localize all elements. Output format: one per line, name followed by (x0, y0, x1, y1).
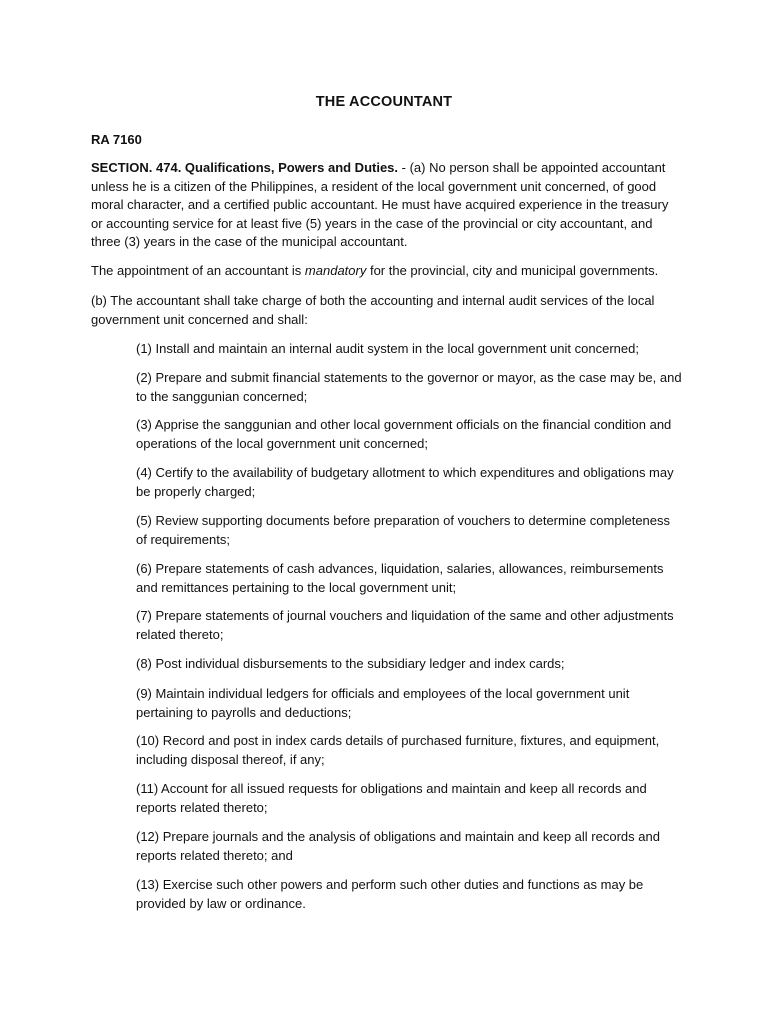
duty-item-11: (11) Account for all issued requests for obligations and maintain and keep all records and reports related thereto; (136, 781, 647, 815)
law-reference (91, 131, 681, 150)
duty-item-10: (10) Record and post in index cards details of purchased furniture, fixtures, and equipment, including disposal thereof, if any; (136, 733, 660, 767)
duty-item-7: (7) Prepare statements of journal vouchers and liquidation of the same and other adjustments related thereto; (136, 608, 674, 642)
duty-item-9: (9) Maintain individual ledgers for officials and employees of the local government unit pertaining to payrolls and deductions; (136, 686, 630, 720)
duty-item-8: (8) Post individual disbursements to the subsidiary ledger and index cards; (136, 656, 565, 671)
duty-item-3: (3) Apprise the sanggunian and other local government officials on the financial condition and operations of the local government unit concerned; (136, 417, 672, 451)
appointment-emphasis: mandatory (304, 263, 367, 278)
duty-item-2: (2) Prepare and submit financial statements to the governor or mayor, as the case may be, and to the sanggunian concerned; (136, 370, 682, 404)
document-title: THE ACCOUNTANT (315, 94, 453, 110)
intro-b-paragraph: (b) The accountant shall take charge of both the accounting and internal audit services of the local government unit concerned and shall: (91, 293, 655, 327)
appointment-after: for the provincial, city and municipal governments. (366, 263, 659, 278)
duty-item-5: (5) Review supporting documents before preparation of vouchers to determine completeness of requirements; (136, 513, 671, 547)
appointment-before: The appointment of an accountant is (91, 263, 305, 278)
section-text: - (a) No person shall be appointed accountant unless he is a citizen of the Philippines, a resident of the local government unit concerned, of good moral character, and a certified public accountant. He must have acquired experience in the treasury or accounting service for at least five (5) years in the case of the provincial or city accountant, and three (3) years in the case of the municipal accountant. (91, 160, 669, 249)
duty-item-12: (12) Prepare journals and the analysis of obligations and maintain and keep all records and reports related thereto; and (136, 829, 660, 863)
duty-item-13: (13) Exercise such other powers and perform such other duties and functions as may be provided by law or ordinance. (136, 877, 644, 911)
duty-item-6: (6) Prepare statements of cash advances, liquidation, salaries, allowances, reimbursements and remittances pertaining to the local government unit; (136, 561, 664, 595)
appointment-paragraph (91, 262, 681, 281)
section-paragraph (91, 159, 681, 252)
duty-item-1: (1) Install and maintain an internal audit system in the local government unit concerned; (136, 341, 639, 356)
duty-item-4: (4) Certify to the availability of budgetary allotment to which expenditures and obligations may be properly charged; (136, 465, 674, 499)
section-heading: SECTION. 474. Qualifications, Powers and Duties. (91, 160, 399, 175)
law-reference-text: RA 7160 (91, 132, 142, 147)
